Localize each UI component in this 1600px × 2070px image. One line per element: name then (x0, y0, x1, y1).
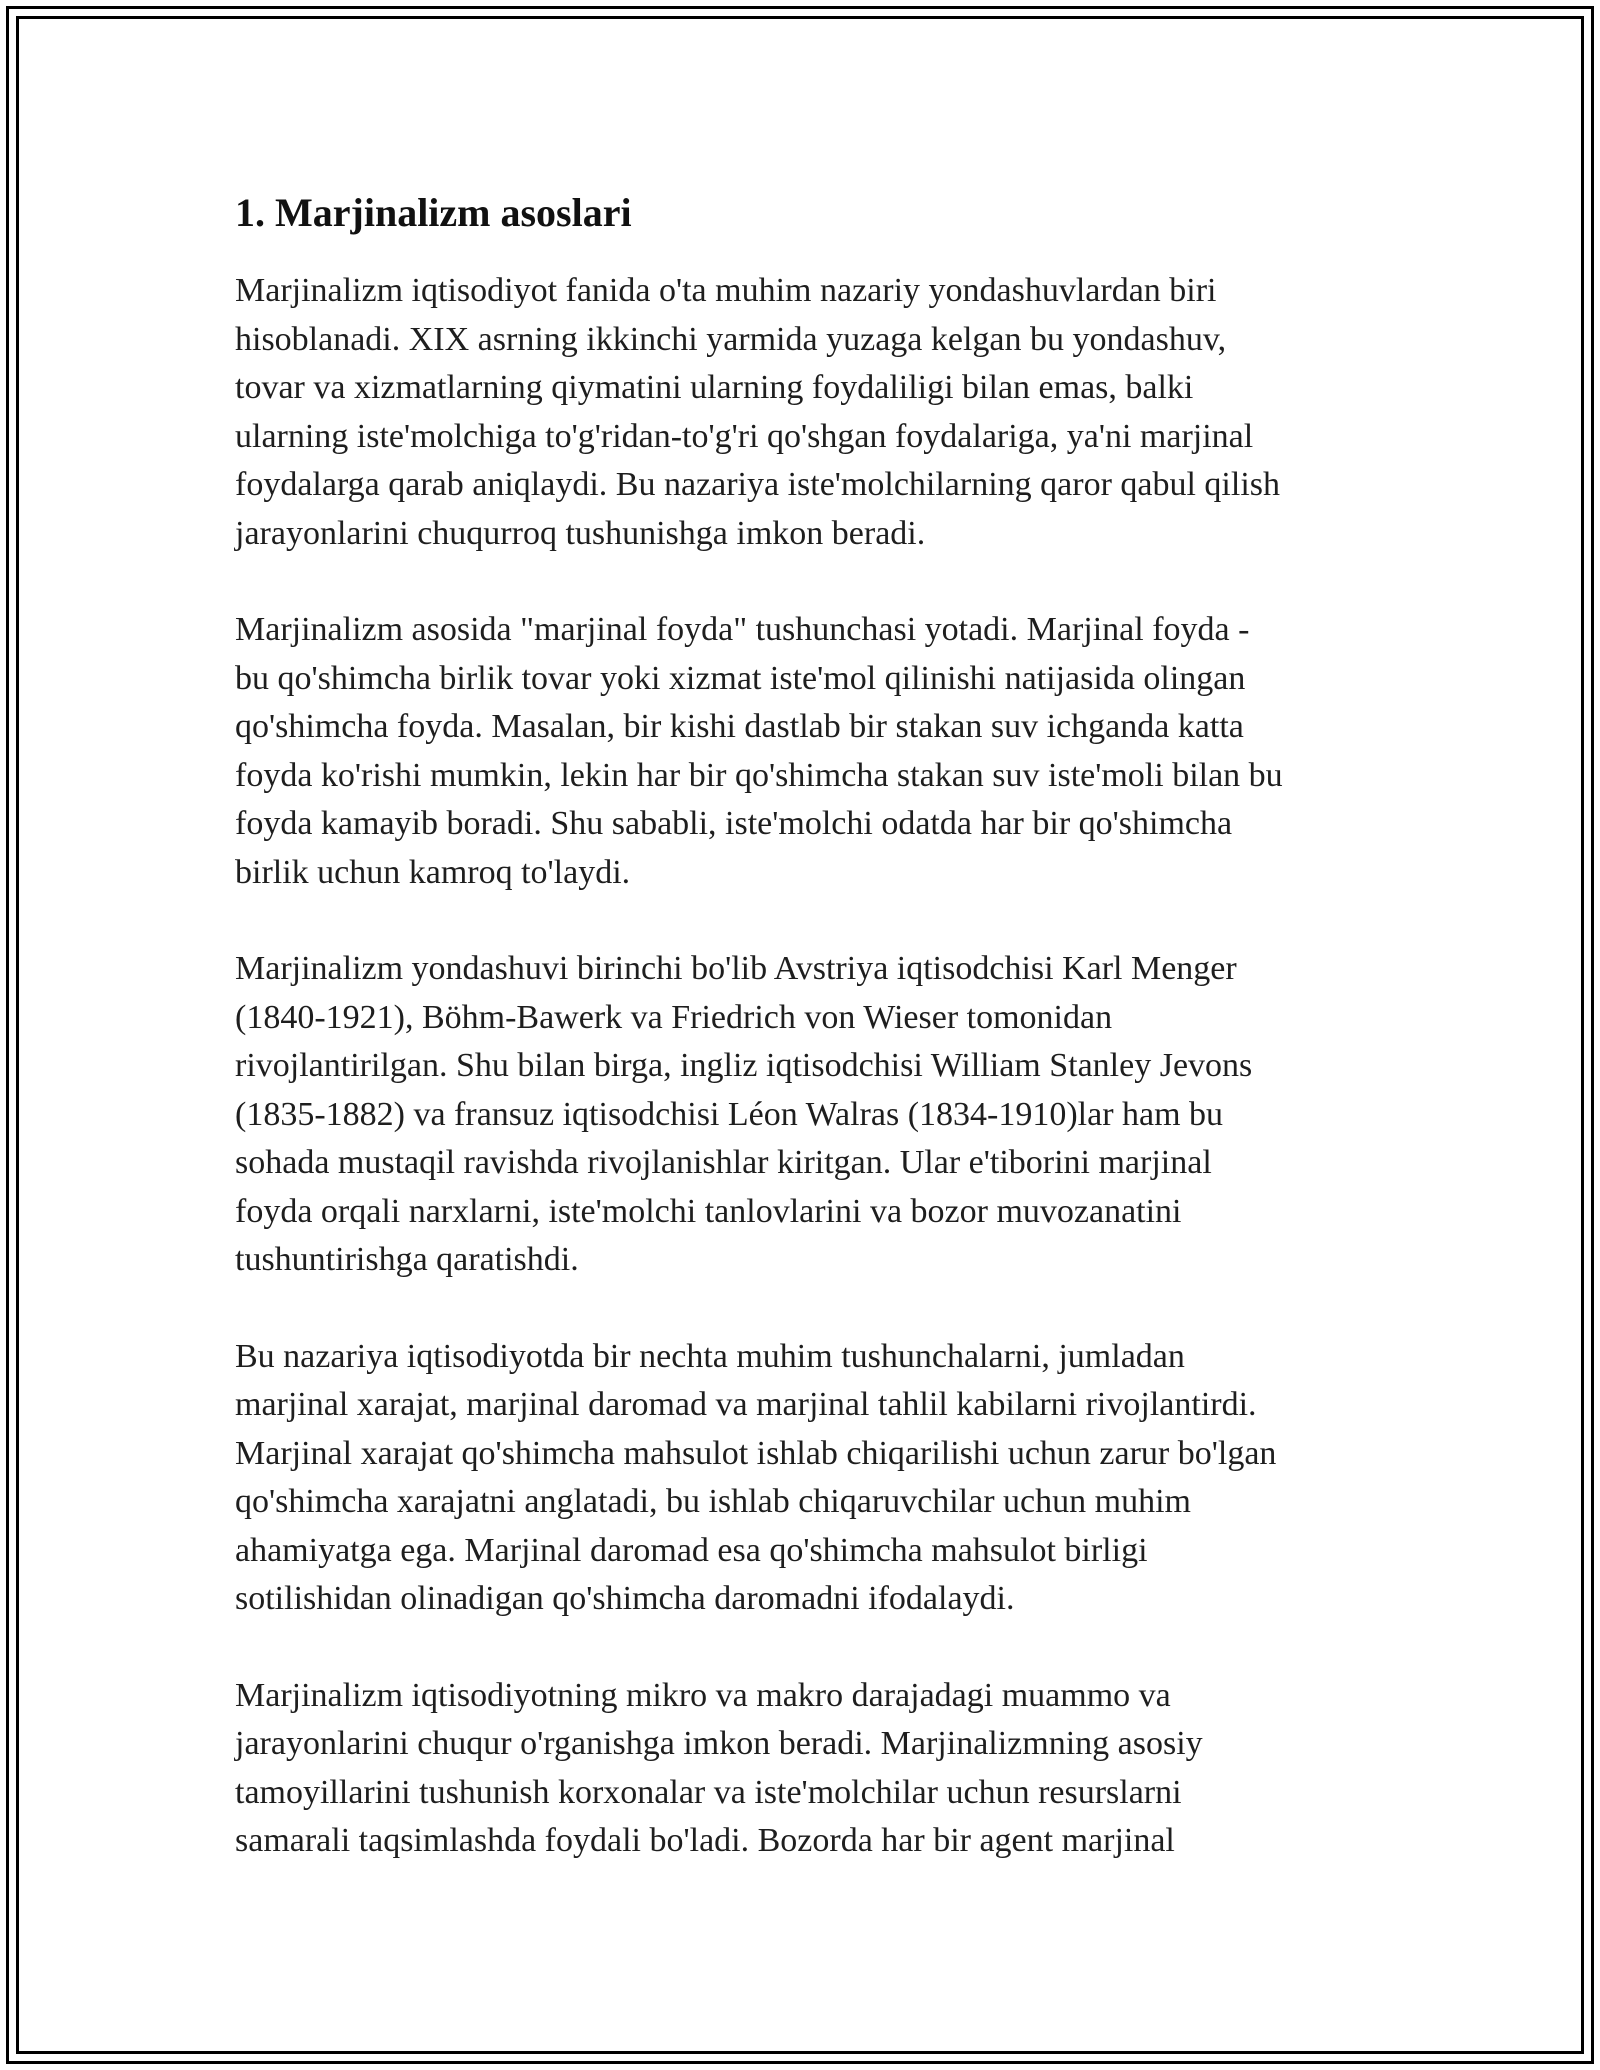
text-line: tovar va xizmatlarning qiymatini ularning foydaliligi bilan emas, balki (235, 369, 1194, 406)
text-line: foyda kamayib boradi. Shu sababli, iste'molchi odatda har bir qo'shimcha (235, 805, 1233, 842)
paragraph (235, 945, 1375, 1285)
text-line: hisoblanadi. XIX asrning ikkinchi yarmida yuzaga kelgan bu yondashuv, (235, 320, 1227, 358)
text-line: Marjinalizm iqtisodiyotning mikro va makro darajadagi muammo va (235, 1676, 1171, 1714)
text-line: sohada mustaqil ravishda rivojlanishlar kiritgan. Ular e'tiborini marjinal (235, 1144, 1212, 1181)
text-line: Marjinal xarajat qo'shimcha mahsulot ishlab chiqarilishi uchun zarur bo'lgan (235, 1434, 1277, 1472)
text-line: jarayonlarini chuqur o'rganishga imkon beradi. Marjinalizmning asosiy (235, 1725, 1203, 1762)
text-line: Bu nazariya iqtisodiyotda bir nechta muhim tushunchalarni, jumladan (235, 1337, 1185, 1375)
text-line: marjinal xarajat, marjinal daromad va marjinal tahlil kabilarni rivojlantirdi. (235, 1386, 1257, 1423)
text-line: tamoyillarini tushunish korxonalar va iste'molchilar uchun resurslarni (235, 1773, 1182, 1811)
text-line: (1840-1921), Böhm-Bawerk va Friedrich von Wieser tomonidan (235, 998, 1113, 1036)
text-line: foyda ko'rishi mumkin, lekin har bir qo'shimcha stakan suv iste'moli bilan bu (235, 756, 1283, 794)
text-line: ahamiyatga ega. Marjinal daromad esa qo'shimcha mahsulot birligi (235, 1531, 1148, 1569)
text-line: Marjinalizm yondashuvi birinchi bo'lib Avstriya iqtisodchisi Karl Menger (235, 950, 1237, 987)
text-line: (1835-1882) va fransuz iqtisodchisi Léon Walras (1834-1910)lar ham bu (235, 1095, 1224, 1133)
text-line: birlik uchun kamroq to'laydi. (235, 853, 631, 891)
text-line: sotilishidan olinadigan qo'shimcha daromadni ifodalaydi. (235, 1580, 1015, 1617)
text-line: Marjinalizm asosida "marjinal foyda" tushunchasi yotadi. Marjinal foyda - (235, 611, 1250, 648)
paragraph (235, 606, 1375, 897)
text-line: foyda orqali narxlarni, iste'molchi tanlovlarini va bozor muvozanatini (235, 1192, 1182, 1230)
text-line: Marjinalizm iqtisodiyot fanida o'ta muhim nazariy yondashuvlardan biri (235, 272, 1217, 309)
paragraph (235, 1672, 1375, 1866)
text-line: foydalarga qarab aniqlaydi. Bu nazariya iste'molchilarning qaror qabul qilish (235, 466, 1281, 503)
text-line: qo'shimcha foyda. Masalan, bir kishi dastlab bir stakan suv ichganda katta (235, 708, 1244, 745)
text-line: qo'shimcha xarajatni anglatadi, bu ishlab chiqaruvchilar uchun muhim (235, 1483, 1191, 1520)
text-line: ularning iste'molchiga to'g'ridan-to'g'ri qo'shgan foydalariga, ya'ni marjinal (235, 417, 1254, 455)
text-line: tushuntirishga qaratishdi. (235, 1241, 579, 1278)
section-heading: 1. Marjinalizm asoslari (235, 190, 632, 235)
paragraph-list (235, 267, 1375, 1866)
text-line: samarali taqsimlashda foydali bo'ladi. Bozorda har bir agent marjinal (235, 1822, 1175, 1859)
text-line: jarayonlarini chuqurroq tushunishga imkon beradi. (235, 514, 926, 552)
document-body (235, 185, 1375, 1914)
text-line: rivojlantirilgan. Shu bilan birga, ingliz iqtisodchisi William Stanley Jevons (235, 1047, 1253, 1084)
paragraph (235, 267, 1375, 558)
text-line: bu qo'shimcha birlik tovar yoki xizmat iste'mol qilinishi natijasida olingan (235, 659, 1246, 697)
paragraph (235, 1333, 1375, 1624)
